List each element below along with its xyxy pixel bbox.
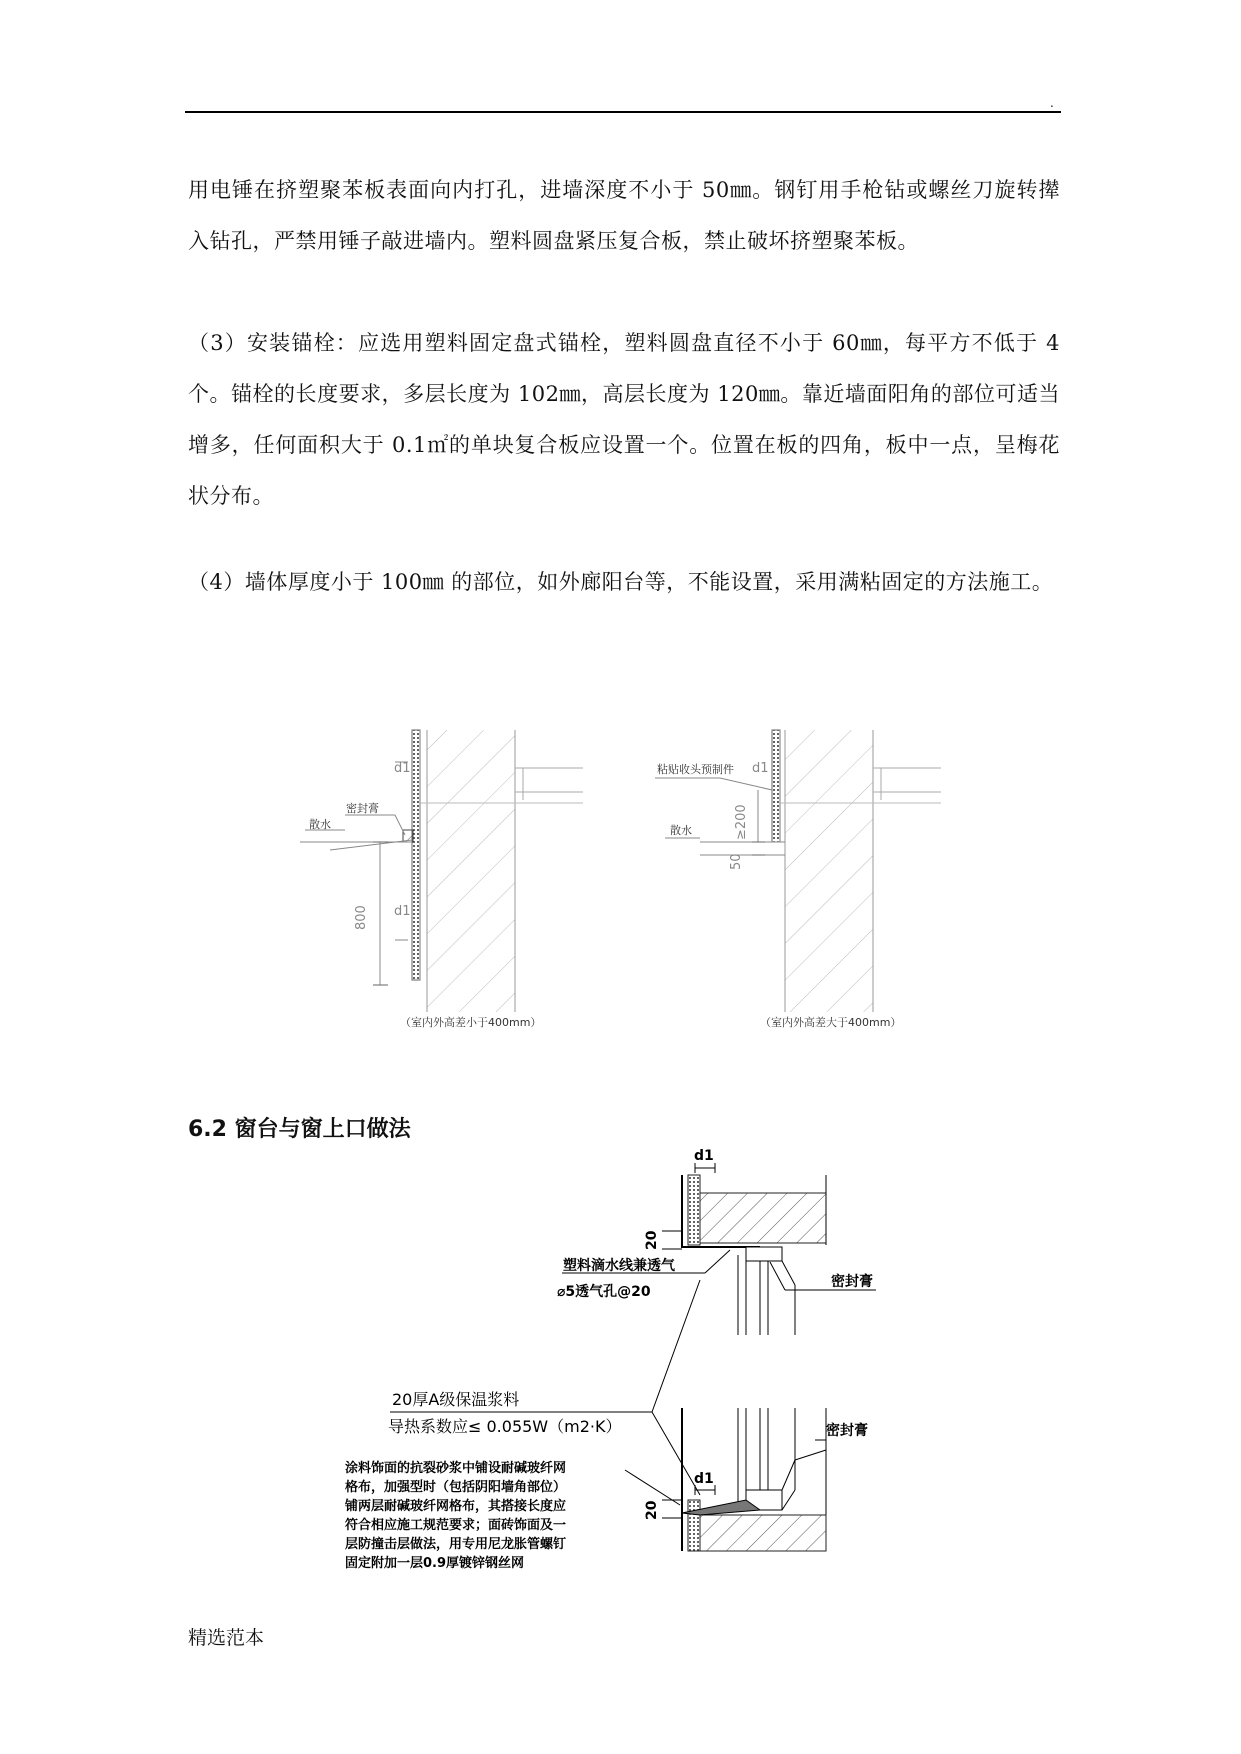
dim-800: 800 [354,905,369,930]
paragraph-thin-wall: （4）墙体厚度小于 100㎜ 的部位，如外廊阳台等，不能设置，采用满粘固定的方法施工。 [188,570,1054,594]
mortar-label-1: 20厚A级保温浆料 [392,1390,520,1409]
footer-text: 精选范本 [188,1627,265,1649]
dim-20-top: 20 [644,1230,660,1250]
dim-200: ≥200 [734,804,749,840]
note-line: 层防撞击层做法，用专用尼龙胀管螺钉 [345,1537,567,1552]
apron-label: 散水 [670,824,692,837]
insulation-top [688,1175,700,1245]
insulation-bottom [688,1500,700,1551]
sealant-top-label: 密封膏 [831,1274,873,1290]
d1-label: d1 [752,761,769,776]
mortar-label-2: 导热系数应≤ 0.055W（m2·K） [388,1417,622,1436]
caption-right: （室内外高差大于400mm） [760,1016,902,1029]
sill-detail [644,1408,868,1551]
d1-label-bottom: d1 [394,904,411,919]
sill-hatch [700,1515,826,1551]
note-line: 符合相应施工规范要求；面砖饰面及一 [345,1518,567,1533]
drip-line-label: 塑料滴水线兼透气 [563,1258,675,1274]
dim-20-bottom: 20 [644,1500,660,1520]
note-line: 固定附加一层0.9厚镀锌钢丝网 [345,1556,525,1571]
lintel-detail [557,1148,876,1335]
section-heading: 6.2 窗台与窗上口做法 [188,1117,411,1142]
note-line: 格布，加强型时（包括阴阳墙角部位） [345,1480,567,1495]
sealant-bottom-label: 密封膏 [826,1423,868,1439]
d1-bottom: d1 [694,1471,714,1487]
paragraph-anchor-drilling: 用电锤在挤塑聚苯板表面向内打孔，进墙深度不小于 50㎜。钢钉用手枪钻或螺丝刀旋转撵入钻孔，严禁用锤子敲进墙内。塑料圆盘紧压复合板，禁止破坏挤塑聚苯板。 [188,178,1060,253]
lintel-hatch [700,1193,826,1243]
dim-50: 50 [729,853,744,870]
prefab-label: 粘贴收头预制件 [657,763,734,776]
header-dot: . [1050,96,1054,110]
mesh-note [344,1460,680,1571]
d1-top: d1 [694,1148,714,1164]
note-line: 铺两层耐碱玻纤网格布，其搭接长度应 [345,1499,567,1514]
vent-hole-label: ⌀5透气孔@20 [557,1284,651,1300]
paragraph-anchor-install: （3）安装锚栓：应选用塑料固定盘式锚栓，塑料圆盘直径不小于 60㎜，每平方不低于 4 个。锚栓的长度要求，多层长度为 102㎜，高层长度为 120㎜。靠近墙面阳角的部位可适当增多，任何面积大于 0.1㎡的单块复合板应设置一个。位置在板的四角，板中一点，呈梅花状分布。 [188,331,1060,508]
note-line: 涂料饰面的抗裂砂浆中铺设耐碱玻纤网 [345,1461,567,1476]
caption-left: （室内外高差小于400mm） [400,1016,542,1029]
d1-label-top: d1 [394,761,411,776]
sealant-label: 密封膏 [346,802,379,815]
apron-label: 散水 [309,818,331,831]
